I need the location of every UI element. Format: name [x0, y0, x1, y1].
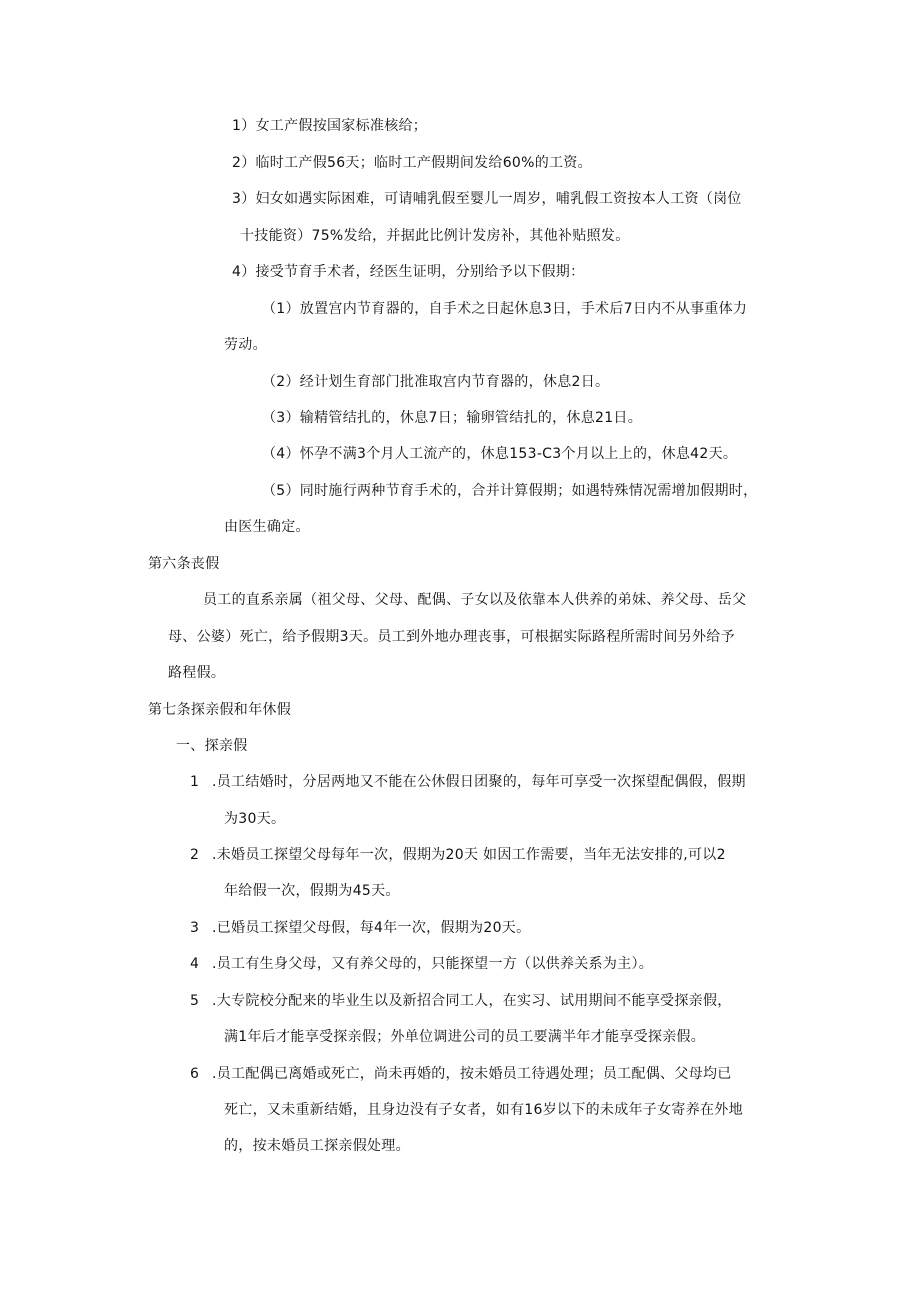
sub-item-2: （2）经计划生育部门批准取宫内节育器的，休息2日。 — [262, 374, 610, 390]
article7-item-2-line-2: 年给假一次，假期为45天。 — [224, 883, 400, 899]
article7-subheading: 一、探亲假 — [176, 738, 248, 754]
article7-item-4-line-1: .员工有生身父母，又有养父母的，只能探望一方（以供养关系为主）。 — [212, 956, 654, 972]
sub-item-5-line-2: 由医生确定。 — [224, 519, 310, 535]
article7-item-6-number: 6 — [190, 1066, 199, 1082]
maternity-item-3-line-2: 十技能资）75%发给，并据此比例计发房补，其他补贴照发。 — [240, 228, 630, 244]
sub-item-1-line-1: （1）放置宫内节育器的，自手术之日起休息3日，手术后7日内不从事重体力 — [262, 301, 748, 317]
article7-item-1-number: 1 — [190, 774, 199, 790]
article6-body-line-3: 路程假。 — [168, 665, 226, 681]
article7-item-5-line-1: .大专院校分配来的毕业生以及新招合同工人，在实习、试用期间不能享受探亲假， — [212, 993, 732, 1009]
sub-item-5-line-1: （5）同时施行两种节育手术的，合并计算假期；如遇特殊情况需增加假期时， — [262, 483, 758, 499]
article7-item-6-line-1: .员工配偶已离婚或死亡，尚未再婚的，按未婚员工待遇处理；员工配偶、父母均已 — [212, 1066, 732, 1082]
article7-item-1-line-1: .员工结婚时，分居两地又不能在公休假日团聚的，每年可享受一次探望配偶假，假期 — [212, 774, 746, 790]
maternity-item-4: 4）接受节育手术者，经医生证明，分别给予以下假期： — [232, 264, 585, 280]
article6-body-line-1: 员工的直系亲属（祖父母、父母、配偶、子女以及依靠本人供养的弟妹、养父母、岳父 — [203, 592, 747, 608]
article7-item-3-line-1: .已婚员工探望父母假，每4年一次，假期为20天。 — [212, 920, 531, 936]
sub-item-3: （3）输精管结扎的，休息7日；输卵管结扎的，休息21日。 — [262, 410, 643, 426]
article7-heading: 第七条探亲假和年休假 — [148, 702, 291, 718]
maternity-item-3-line-1: 3）妇女如遇实际困难，可请哺乳假至婴儿一周岁，哺乳假工资按本人工资（岗位 — [232, 191, 742, 207]
article7-item-2-number: 2 — [190, 847, 199, 863]
article7-item-5-number: 5 — [190, 993, 199, 1009]
maternity-item-1: 1）女工产假按国家标准核给； — [232, 118, 428, 134]
article7-item-6-line-3: 的，按未婚员工探亲假处理。 — [224, 1138, 410, 1154]
sub-item-1-line-2: 劳动。 — [224, 337, 267, 353]
article6-body-line-2: 母、公婆）死亡，给予假期3天。员工到外地办理丧事，可根据实际路程所需时间另外给予 — [168, 629, 735, 645]
maternity-item-2: 2）临时工产假56天；临时工产假期间发给60%的工资。 — [232, 155, 592, 171]
article7-item-3-number: 3 — [190, 920, 199, 936]
article7-item-4-number: 4 — [190, 956, 199, 972]
article7-item-2-line-1: .未婚员工探望父母每年一次，假期为20天 如因工作需要，当年无法安排的,可以2 — [212, 847, 726, 863]
article7-item-1-line-2: 为30天。 — [224, 811, 286, 827]
article7-item-5-line-2: 满1年后才能享受探亲假；外单位调进公司的员工要满半年才能享受探亲假。 — [224, 1029, 706, 1045]
article6-heading: 第六条丧假 — [148, 556, 220, 572]
article7-item-6-line-2: 死亡，又未重新结婚，且身边没有子女者，如有16岁以下的未成年子女寄养在外地 — [224, 1102, 743, 1118]
sub-item-4: （4）怀孕不满3个月人工流产的，休息153-C3个月以上上的，休息42天。 — [262, 446, 738, 462]
